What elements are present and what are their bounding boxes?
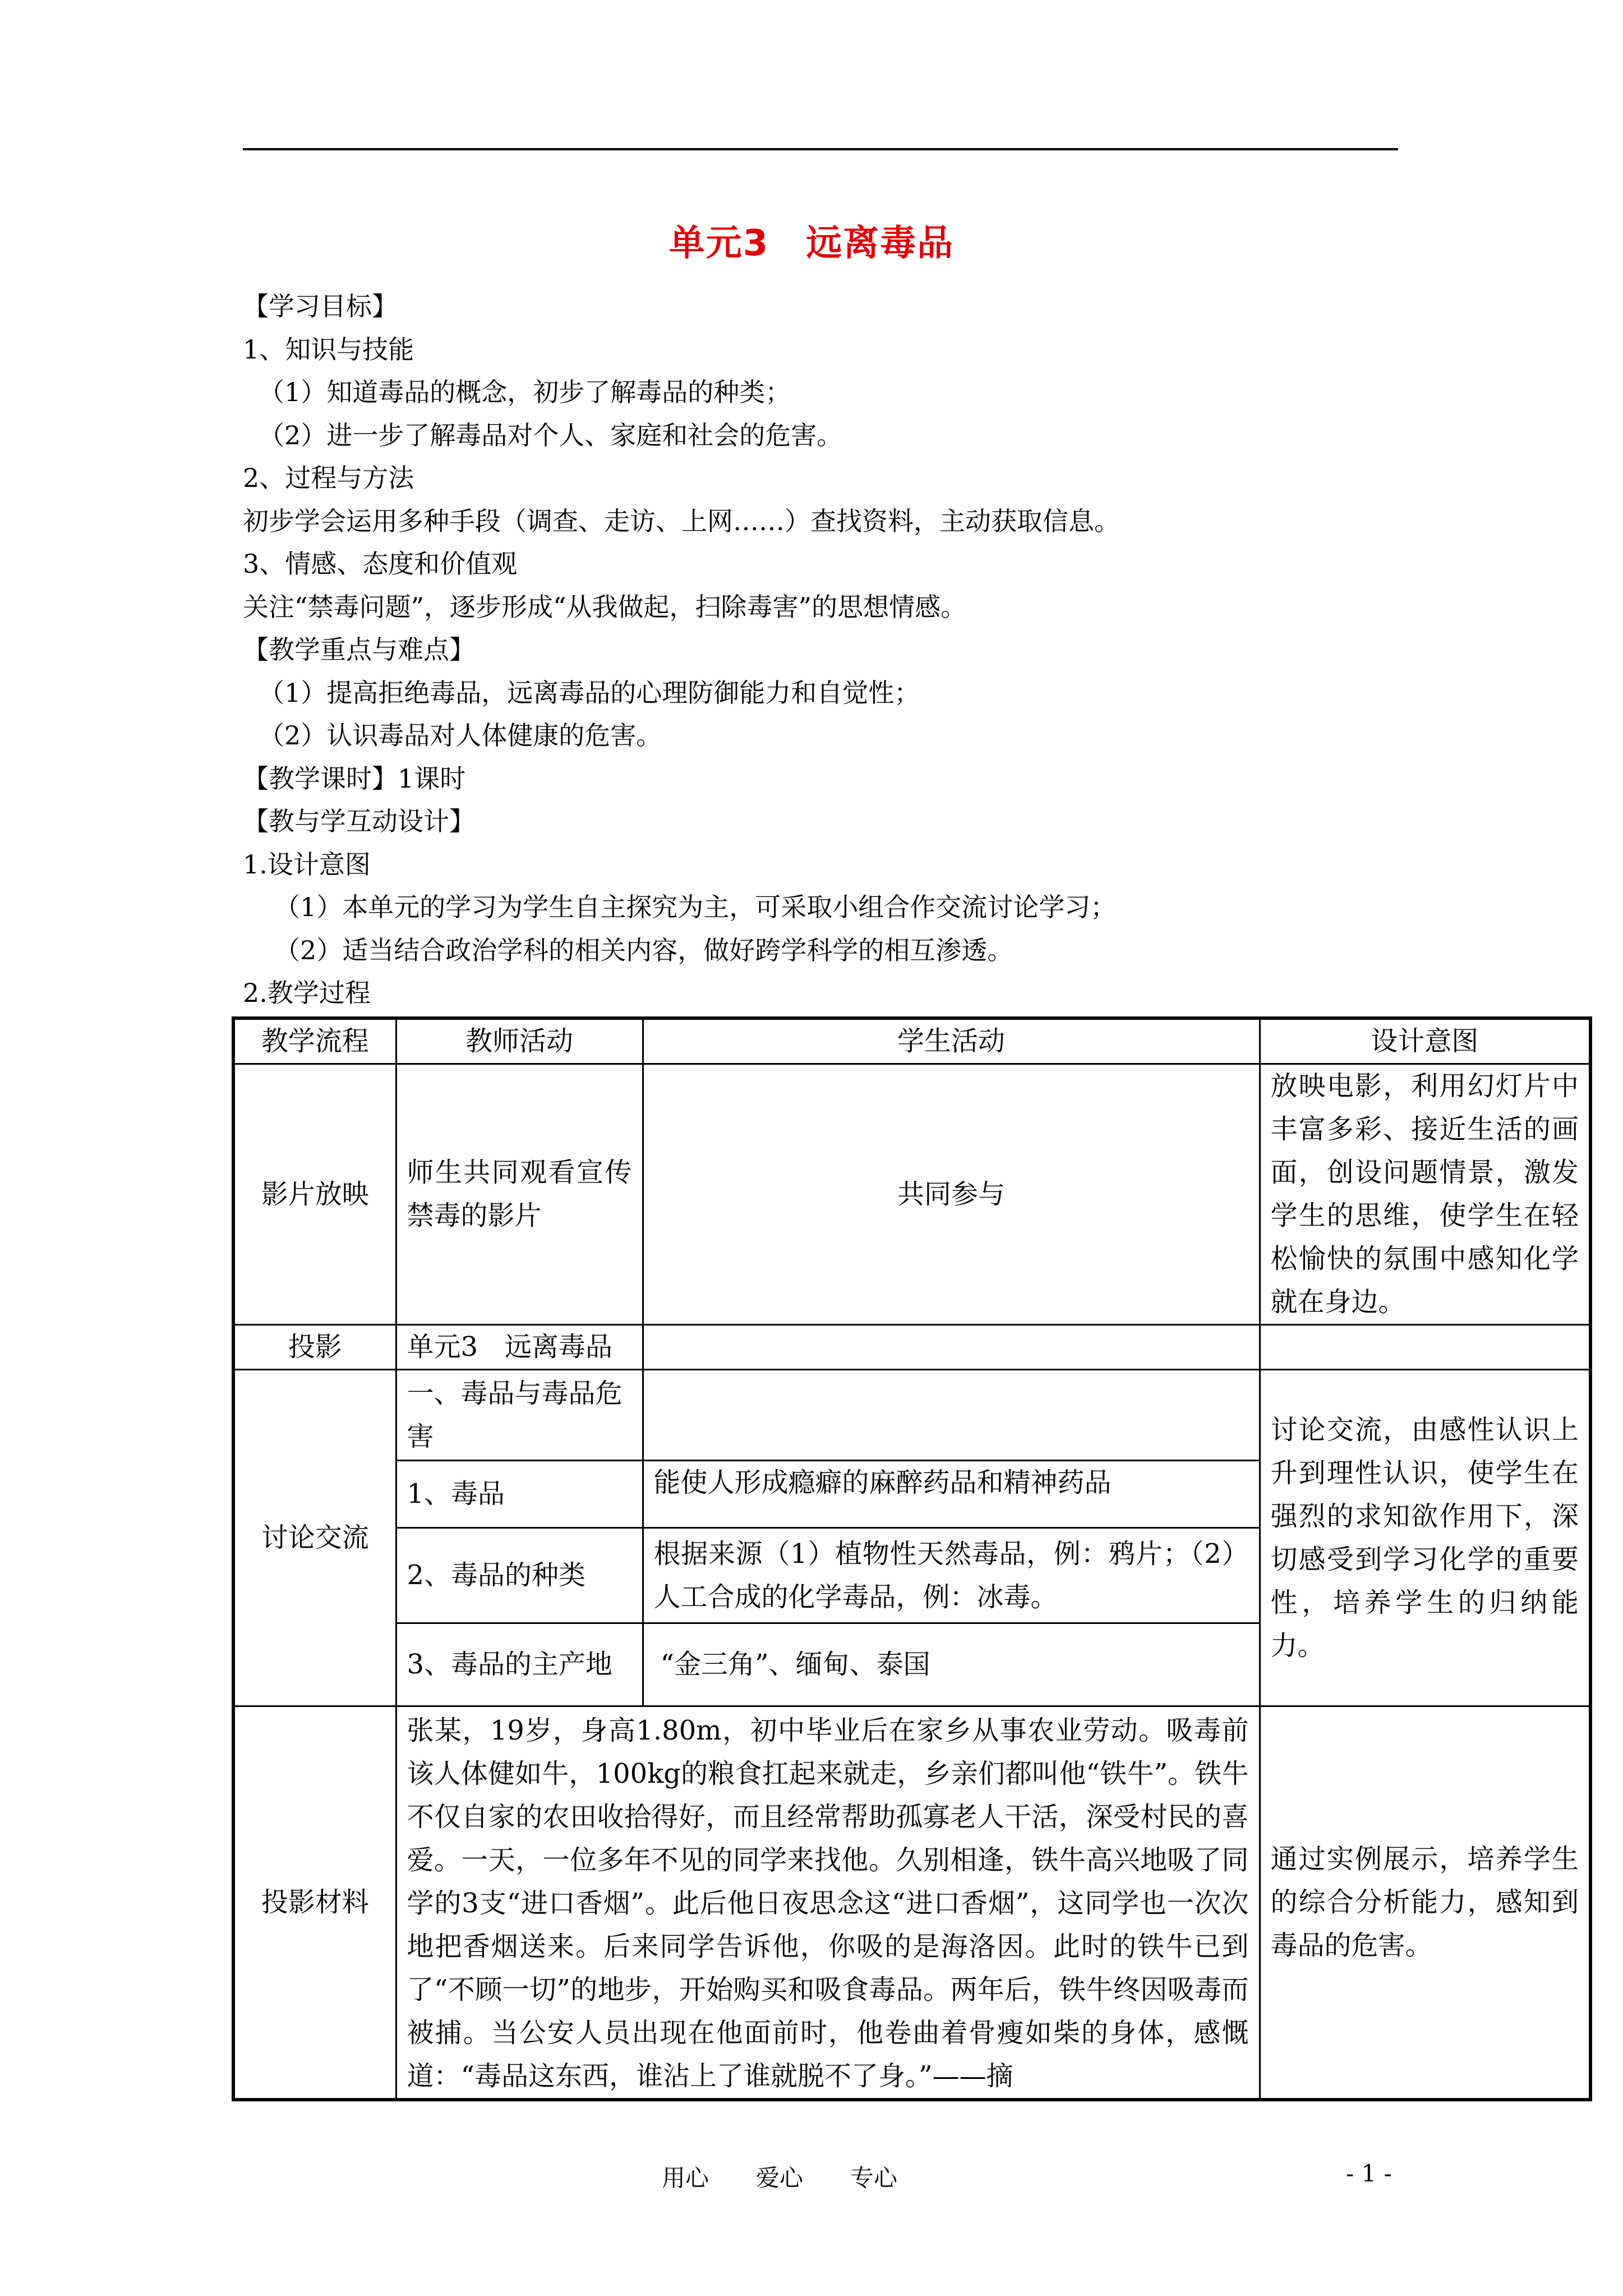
cell-stage: 影片放映 (233, 1064, 396, 1325)
section-heading-hours: 【教学课时】1课时 (243, 763, 466, 794)
design-intent-item: （2）适当结合政治学科的相关内容，做好跨学科学的相互渗透。 (274, 935, 1013, 965)
table-row (233, 1064, 1590, 1325)
goal-item: 初步学会运用多种手段（调查、走访、上网……）查找资料，主动获取信息。 (243, 505, 1120, 536)
process-heading: 2.教学过程 (243, 978, 371, 1008)
design-intent-item: （1）本单元的学习为学生自主探究为主，可采取小组合作交流讨论学习； (274, 892, 1117, 922)
cell-student: “金三角”、缅甸、泰国 (643, 1623, 1260, 1706)
cell-stage: 讨论交流 (233, 1370, 396, 1706)
table-row (233, 1325, 1590, 1370)
cell-student: 能使人形成瘾癖的麻醉药品和精神药品 (643, 1461, 1260, 1528)
cell-stage: 投影 (233, 1325, 396, 1370)
keypoint-item: （2）认识毒品对人体健康的危害。 (259, 720, 662, 751)
header-intent: 设计意图 (1260, 1018, 1590, 1064)
cell-teacher: 单元3 远离毒品 (396, 1325, 643, 1370)
cell-material: 张某，19岁，身高1.80m，初中毕业后在家乡从事农业劳动。吸毒前该人体健如牛，100kg的粮食扛起来就走，乡亲们都叫他“铁牛”。铁牛不仅自家的农田收拾得好，而且经常帮助孤寡老人干活，深受村民的喜爱。一天，一位多年不见的同学来找他。久别相逢，铁牛高兴地吸了同学的3支“进口香烟”。此后他日夜思念这“进口香烟”，这同学也一次次地把香烟送来。后来同学告诉他，你吸的是海洛因。此时的铁牛已到了“不顾一切”的地步，开始购买和吸食毒品。两年后，铁牛终因吸毒而被捕。当公安人员出现在他面前时，他卷曲着骨瘦如柴的身体，感慨道：“毒品这东西，谁沾上了谁就脱不了身。”——摘 (396, 1706, 1260, 2100)
section-heading-goals: 【学习目标】 (243, 291, 398, 321)
section-heading-keypoints: 【教学重点与难点】 (243, 634, 475, 665)
design-intent-heading: 1.设计意图 (243, 849, 371, 880)
cell-intent (1260, 1325, 1590, 1370)
table-header-row (233, 1018, 1590, 1064)
cell-teacher: 一、毒品与毒品危害 (396, 1370, 643, 1461)
header-stage: 教学流程 (233, 1018, 396, 1064)
header-teacher: 教师活动 (396, 1018, 643, 1064)
cell-teacher: 2、毒品的种类 (396, 1528, 643, 1623)
header-student: 学生活动 (643, 1018, 1260, 1064)
cell-student: 根据来源（1）植物性天然毒品，例：鸦片；（2）人工合成的化学毒品，例：冰毒。 (643, 1528, 1260, 1623)
keypoint-item: （1）提高拒绝毒品，远离毒品的心理防御能力和自觉性； (259, 677, 920, 708)
section-heading-design: 【教与学互动设计】 (243, 806, 475, 836)
goal-item: （2）进一步了解毒品对个人、家庭和社会的危害。 (259, 420, 843, 450)
cell-teacher: 3、毒品的主产地 (396, 1623, 643, 1706)
cell-teacher: 1、毒品 (396, 1461, 643, 1528)
body-text (243, 285, 1589, 1015)
goal-item: （1）知道毒品的概念，初步了解毒品的种类； (259, 377, 791, 407)
page-number: - 1 - (1346, 2160, 1392, 2187)
goal-heading-knowledge: 1、知识与技能 (243, 334, 414, 365)
cell-intent: 放映电影，利用幻灯片中丰富多彩、接近生活的画面，创设问题情景，激发学生的思维，使学生在轻松愉快的氛围中感知化学就在身边。 (1260, 1064, 1590, 1325)
cell-student (643, 1370, 1260, 1461)
goal-item: 关注“禁毒问题”，逐步形成“从我做起，扫除毒害”的思想情感。 (243, 591, 967, 622)
header-rule (243, 148, 1398, 150)
cell-student: 共同参与 (643, 1064, 1260, 1325)
page-title: 单元3 远离毒品 (668, 223, 955, 264)
teaching-process-table (232, 1016, 1592, 2101)
table-row (233, 1706, 1590, 2100)
goal-heading-emotion: 3、情感、态度和价值观 (243, 549, 518, 579)
cell-student (643, 1325, 1260, 1370)
footer-motto: 用心 爱心 专心 (662, 2164, 898, 2192)
cell-intent: 通过实例展示，培养学生的综合分析能力，感知到毒品的危害。 (1260, 1706, 1590, 2100)
cell-intent: 讨论交流，由感性认识上升到理性认识，使学生在强烈的求知欲作用下，深切感受到学习化学的重要性，培养学生的归纳能力。 (1260, 1370, 1590, 1706)
cell-stage: 投影材料 (233, 1706, 396, 2100)
cell-teacher: 师生共同观看宣传禁毒的影片 (396, 1064, 643, 1325)
goal-heading-process: 2、过程与方法 (243, 463, 414, 493)
table-row (233, 1370, 1590, 1461)
